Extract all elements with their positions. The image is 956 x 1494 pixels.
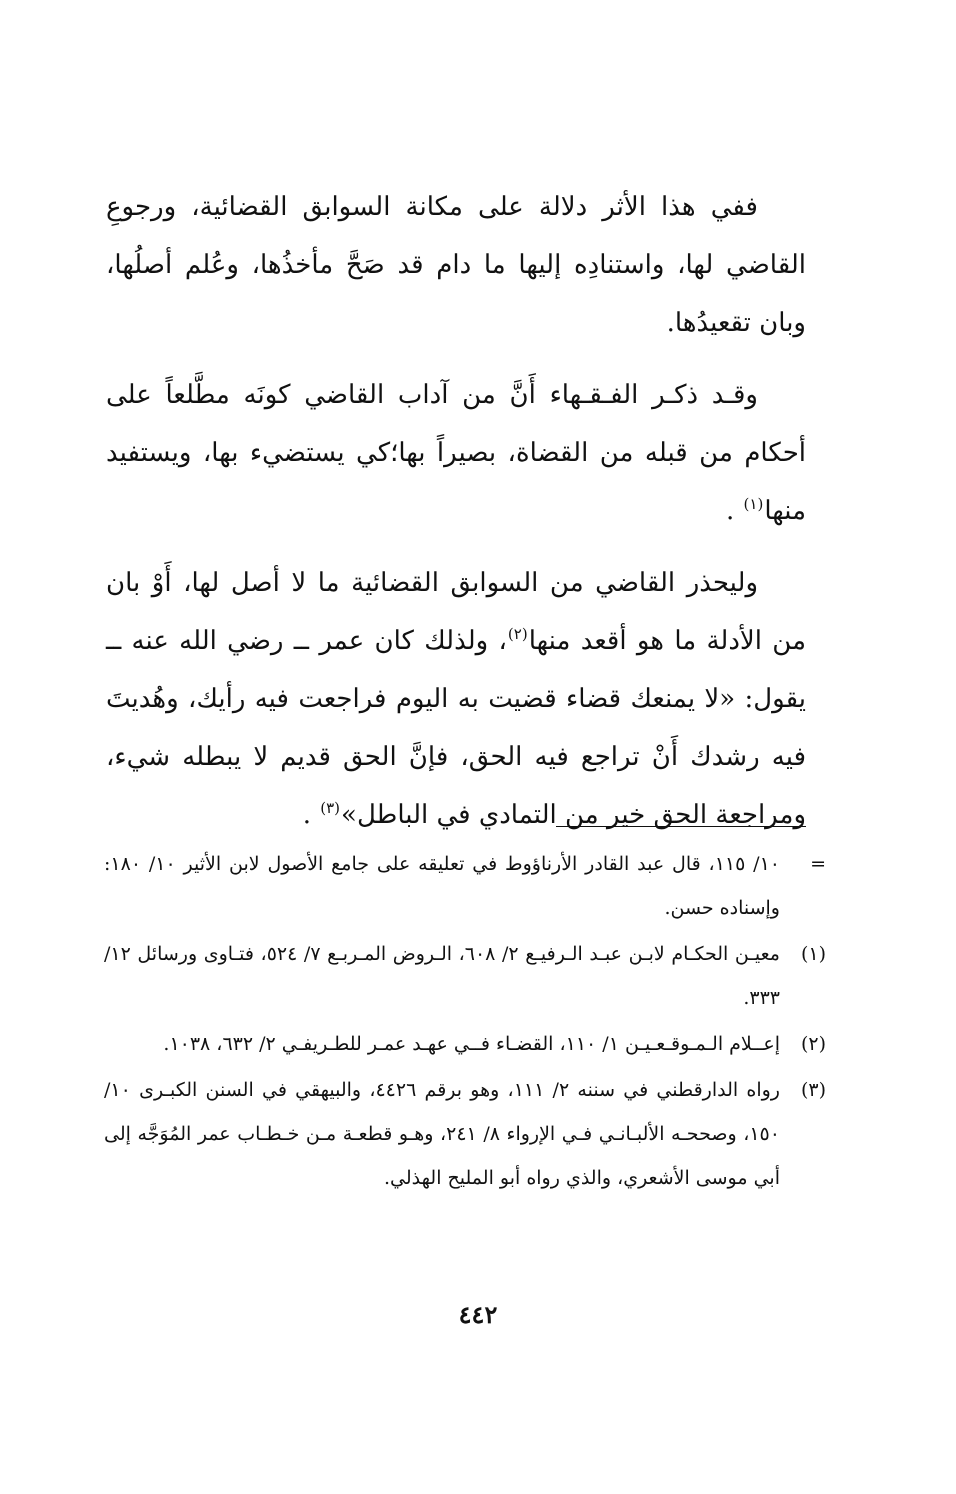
- footnote-marker: =: [810, 853, 826, 875]
- footnote-3: [104, 1068, 826, 1200]
- footnote-marker: (٢): [800, 1033, 826, 1055]
- paragraph-1: [106, 178, 806, 352]
- paragraph-1-text: ففي هذا الأثر دلالة على مكانة السوابق القضائية، ورجوعِ القاضي لها، واستنادِه إليها ما دام قد صَحَّ مأخذُها، وعُلم أصلُها، وبان تقعيدُها.: [106, 192, 806, 338]
- footnote-1: [104, 932, 826, 1020]
- paragraph-2-end: .: [726, 496, 743, 526]
- footnote-text: رواه الدارقطني في سننه ٢/ ١١١، وهو برقم ٤٤٢٦، والبيهقي في السنن الكبـرى ١٠/ ١٥٠، وصححـه الألبـانـي فـي الإرواء ٨/ ٢٤١، وهـو قطعـة مـن خـطـاب عمر المُوَجَّه إلى أبي موسى الأشعري، والذي رواه أبو المليح الهذلي.: [104, 1079, 780, 1189]
- footnote-separator: [556, 826, 806, 827]
- main-text: [106, 178, 806, 858]
- paragraph-3-end: .: [302, 800, 320, 830]
- footnote-continued: [104, 842, 826, 930]
- footnote-ref-2[interactable]: (٢): [507, 625, 528, 644]
- footnote-ref-1[interactable]: (١): [743, 495, 764, 514]
- paragraph-3: [106, 554, 806, 844]
- footnote-text: ١٠/ ١١٥، قال عبد القادر الأرناؤوط في تعليقه على جامع الأصول لابن الأثير ١٠/ ١٨٠: وإسناده حسن.: [104, 853, 780, 919]
- paragraph-3-text: وليحذر القاضي من السوابق القضائية ما لا أصل لها، أَوْ بان من الأدلة ما هو أقعد منها: [106, 568, 807, 656]
- footnote-ref-3[interactable]: (٣): [320, 799, 341, 818]
- footnote-text: إعــلام الـمـوقـعـيـن ١/ ١١٠، القضـاء فــي عهـد عمـر للطـريفـي ٢/ ٦٣٢، ١٠٣٨.: [163, 1033, 780, 1055]
- footnote-marker: (٣): [800, 1079, 826, 1101]
- footnote-marker: (١): [800, 943, 826, 965]
- paragraph-2-text: وقـد ذكـر الفـقـهاء أَنَّ من آداب القاضي كونَه مطَّلعاً على أحكام من قبله من القضاة، بصيراً بها؛كي يستضيء بها، ويستفيد منها: [106, 380, 806, 526]
- footnotes: [104, 842, 826, 1202]
- footnote-text: معيـن الحكـام لابـن عبـد الـرفيـع ٢/ ٦٠٨، الـروض المـربـع ٧/ ٥٢٤، فتـاوى ورسائل ١٢/ ٣٣٣.: [104, 943, 780, 1009]
- footnote-2: [104, 1022, 826, 1066]
- paragraph-2: [106, 366, 806, 540]
- page-number: ٤٤٢: [458, 1300, 498, 1329]
- paragraph-3-quote: ، ولذلك كان عمر ــ رضي الله عنه ــ يقول: «لا يمنعك قضاء قضيت به اليوم فراجعت فيه رأيك، وهُديتَ فيه رشدك أَنْ تراجع فيه الحق، فإنَّ الحق قديم لا يبطله شيء، ومراجعة الحق خير من التمادي في الباطل»: [106, 626, 806, 830]
